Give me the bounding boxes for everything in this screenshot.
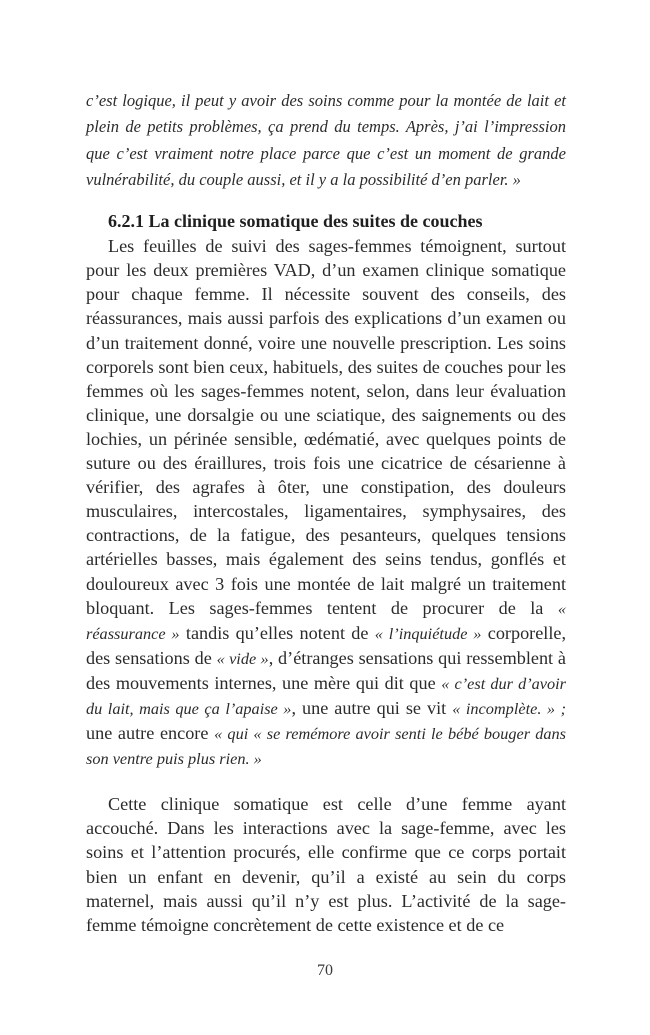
paragraph-text: corporelle, des sensations de xyxy=(86,622,567,668)
inline-quote-incomplete: « incomplète. » ; xyxy=(452,698,566,718)
quote-block: c’est logique, il peut y avoir des soins comme pour la montée de lait et plein de petits problèmes, ça prend du temps. Après, j’ai l’impression que c’est vraiment notre place parce que c’est un moment de grande vulnérabilité, du couple aussi, et il y a la possibilité d’en parler. » xyxy=(86,91,566,189)
inline-quote-inquietude: « l’inquiétude » xyxy=(374,623,482,643)
paragraph-text: , une autre qui se vit xyxy=(291,697,453,718)
paragraph-clinical-exam xyxy=(86,234,566,771)
page-number: 70 xyxy=(317,962,333,979)
inline-quote-vide: « vide » xyxy=(216,648,269,668)
page-body xyxy=(86,88,566,937)
paragraph-text: une autre encore xyxy=(86,723,215,744)
inline-quote-lait: « c’est dur d’avoir du lait, mais que ça l’apaise » xyxy=(86,673,566,718)
paragraph-spacer xyxy=(86,771,566,792)
paragraph-text: , d’étranges sensations qui ressemblent à des mouvements internes, une mère qui dit que xyxy=(86,647,566,693)
paragraph-text: tandis qu’elles notent de xyxy=(179,622,375,643)
paragraph-text: Les feuilles de suivi des sages-femmes témoignent, surtout pour les deux premières VAD, d’un examen clinique somatique pour chaque femme. Il nécessite souvent des conseils, des réassurances, mais aussi parfois des explications d’un examen ou d’un traitement donné, voire une nouvelle prescription. Les soins corporels sont bien ceux, habituels, des suites de couches pour les femmes où les sages-femmes notent, selon, dans leur évaluation clinique, une dorsalgie ou une sciatique, des saignements ou des lochies, un périnée sensible, œdématié, avec quelques points de suture ou des éraillures, trois fois une cicatrice de césarienne à vérifier, des agrafes à ôter, une constipation, des douleurs musculaires, intercostales, ligamentaires, symphysaires, des contractions, de la fatigue, des pesanteurs, quelques tensions artérielles basses, mais également des seins tendus, gonflés et douloureux avec 3 fois une montée de lait malgré un traitement bloquant. Les sages-femmes tentent de procurer de la xyxy=(86,236,566,618)
inline-quote-bebe: « qui « se remémore avoir senti le bébé bouger dans son ventre puis plus rien. » xyxy=(86,724,566,769)
inline-quote-reassurance: « réassurance » xyxy=(86,598,566,643)
paragraph-somatic-clinic: Cette clinique somatique est celle d’une femme ayant accouché. Dans les interactions avec la sage-femme, avec les soins et l’attention procurés, elle confirme que ce corps portait bien un enfant en devenir, qu’il a existé au sein du corps maternel, mais aussi qu’il n’y est plus. L’activité de la sage-femme témoigne concrètement de cette existence et de ce xyxy=(86,794,566,935)
section-heading: 6.2.1 La clinique somatique des suites de couches xyxy=(108,211,483,232)
